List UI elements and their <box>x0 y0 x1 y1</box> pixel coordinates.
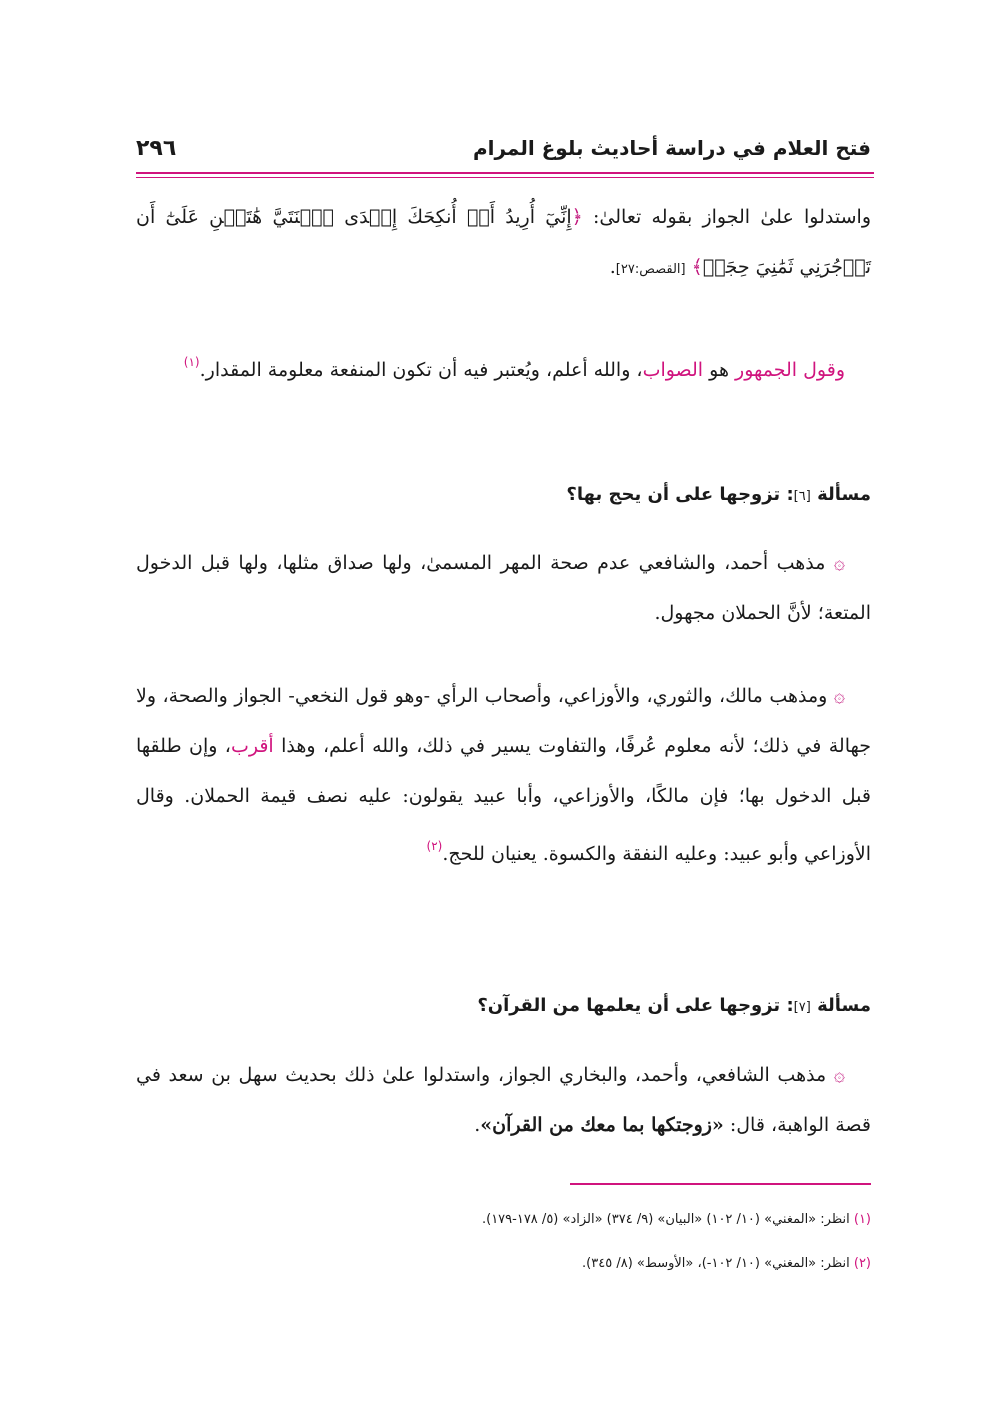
header-rule-thick <box>136 172 874 174</box>
ornament-icon: ۞ <box>833 1064 845 1086</box>
page-number: ٢٩٦ <box>136 135 177 161</box>
footnote-2: (٢) انظر: «المغني» (١٠/ ١٠٢-)، «الأوسط» (٨/ ٣٤٥). <box>582 1256 871 1271</box>
issue-question: تزوجها على أن يحج بها؟ <box>566 484 781 505</box>
paragraph-verse: واستدلوا علىٰ الجواز بقوله تعالىٰ: ﴿إِنِّيٓ أُرِيدُ أَنۡ أُنكِحَكَ إِحۡدَى ٱبۡنَتَيَّ هَٰتَيۡنِ عَلَىٰٓ أَن تَأۡجُرَنِي ثَمَٰنِيَ حِجَجٖ﴾ [القصص:٢٧]. <box>136 206 871 278</box>
footnote-rule <box>570 1183 871 1185</box>
header-rule-thin <box>136 177 874 178</box>
highlight-closer: أقرب <box>230 735 274 757</box>
verse-open-bracket: ﴿ <box>571 206 583 228</box>
footnote-marker-1: (١) <box>183 355 200 369</box>
highlight-correct: الصواب <box>642 359 704 381</box>
paragraph-shafii-hadith: ۞ مذهب الشافعي، وأحمد، والبخاري الجواز، واستدلوا علىٰ ذلك بحديث سهل بن سعد في قصة الواهبة، قال: «زوجتكها بما معك من القرآن». <box>136 1064 871 1136</box>
highlight-majority: وقول الجمهور <box>735 359 845 381</box>
footnote-marker-2: (٢) <box>426 839 443 853</box>
issue-heading-7: مسألة [٧]: تزوجها على أن يعلمها من القرآن؟ <box>477 995 871 1016</box>
quran-verse: إِنِّيٓ أُرِيدُ أَنۡ أُنكِحَكَ إِحۡدَى ٱبۡنَتَيَّ هَٰتَيۡنِ عَلَىٰٓ أَن تَأۡجُرَنِي ثَمَٰنِيَ حِجَجٖ <box>136 206 871 278</box>
hadith-quote: «زوجتكها بما معك من القرآن» <box>480 1114 724 1136</box>
footnote-1: (١) انظر: «المغني» (١٠/ ١٠٢) «البيان» (٩/ ٣٧٤) «الزاد» (٥/ ١٧٨-١٧٩). <box>481 1212 871 1227</box>
issue-heading-6: مسألة [٦]: تزوجها على أن يحج بها؟ <box>566 484 871 505</box>
verse-reference: [القصص:٢٧] <box>615 262 686 277</box>
verse-close-bracket: ﴾ <box>691 256 703 278</box>
page-header <box>136 128 871 168</box>
ornament-icon: ۞ <box>833 552 845 574</box>
ornament-icon: ۞ <box>833 685 845 707</box>
paragraph-majority-view: وقول الجمهور هو الصواب، والله أعلم، ويُعتبر فيه أن تكون المنفعة معلومة المقدار.$^{(١)}$ <box>183 355 845 381</box>
paragraph-ahmad-shafii: ۞ مذهب أحمد، والشافعي عدم صحة المهر المسمىٰ، ولها صداق مثلها، ولها قبل الدخول المتعة؛ لأنَّ الحملان مجهول. <box>136 552 871 624</box>
issue-question: تزوجها على أن يعلمها من القرآن؟ <box>477 995 781 1016</box>
book-title: فتح العلام في دراسة أحاديث بلوغ المرام <box>472 136 871 160</box>
paragraph-malik: ۞ ومذهب مالك، والثوري، والأوزاعي، وأصحاب الرأي -وهو قول النخعي- الجواز والصحة، ولا جهالة في ذلك؛ لأنه معلوم عُرفًا، والتفاوت يسير في ذلك، والله أعلم، وهذا أقرب، وإن طلقها قبل الدخول بها؛ فإن مالكًا، والأوزاعي، وأبا عبيد يقولون: عليه نصف قيمة الحملان. وقال الأوزاعي وأبو عبيد: وعليه النفقة والكسوة. يعنيان للحج.$^{(٢)}$ <box>136 685 871 865</box>
